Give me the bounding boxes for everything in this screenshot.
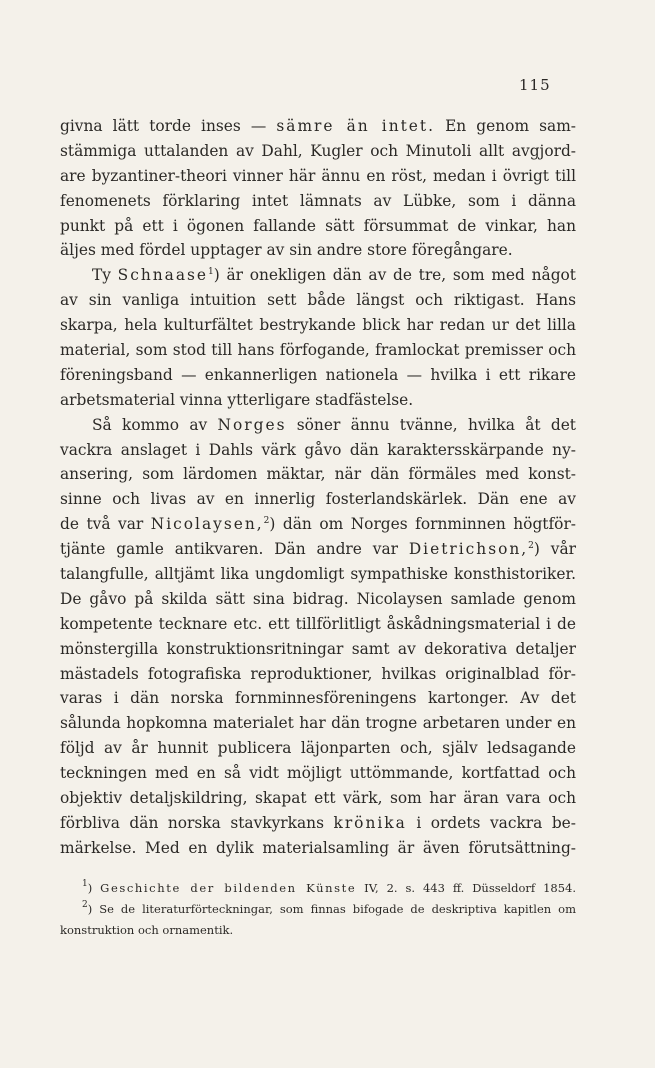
text-line: sålunda hopkomna materialet har dän trogne arbetaren under en bbox=[60, 714, 576, 733]
text-line: stämmiga uttalanden av Dahl, Kugler och Minutoli allt avgjord- bbox=[60, 141, 576, 160]
text-line: vackra anslaget i Dahls värk gåvo dän karaktersskärpande ny- bbox=[60, 440, 576, 459]
footnotes bbox=[60, 878, 576, 941]
text-line: kompetente tecknare etc. ett tillförlitligt åskådningsmaterial i de bbox=[60, 614, 576, 633]
text-line: följd av år hunnit publicera läjonparten och, själv ledsagande bbox=[60, 739, 576, 758]
text-line: av sin vanliga intuition sett både längst och riktigast. Hans bbox=[60, 291, 576, 310]
text-line: mönstergilla konstruktionsritningar samt av dekorativa detaljer bbox=[60, 639, 576, 658]
text-line: punkt på ett i ögonen fallande sätt försummat de vinkar, han bbox=[60, 216, 576, 235]
text-line: de två var Nicolaysen,$^2$) dän om Norges fornminnen högtför- bbox=[60, 515, 576, 534]
footnote-2-continued: konstruktion och ornamentik. bbox=[60, 923, 234, 937]
text-line: are byzantiner-theori vinner här ännu en röst, medan i övrigt till bbox=[60, 166, 576, 185]
text-line: förbliva dän norska stavkyrkans krönika i ordets vackra be- bbox=[60, 813, 576, 832]
footnote-mark: 1 bbox=[82, 879, 88, 889]
text-line: skarpa, hela kulturfältet bestrykande blick har redan ur det lilla bbox=[60, 316, 576, 335]
text-line: tjänte gamle antikvaren. Dän andre var Dietrichson,$^2$) vår bbox=[60, 540, 576, 559]
text-line: De gåvo på skilda sätt sina bidrag. Nicolaysen samlade genom bbox=[60, 589, 576, 608]
footnote-ref: 2 bbox=[528, 541, 534, 552]
page-number: 115 bbox=[519, 76, 551, 94]
text-line: varas i dän norska fornminnesföreningens kartonger. Av det bbox=[60, 689, 576, 708]
body-text bbox=[60, 114, 576, 861]
footnote-mark: 2 bbox=[82, 900, 88, 910]
text-line: märkelse. Med en dylik materialsamling är även förutsättning- bbox=[60, 838, 576, 857]
text-line: ansering, som lärdomen mäktar, när dän förmäles med konst- bbox=[60, 465, 576, 484]
text-line: material, som stod till hans förfogande, framlockat premisser och bbox=[60, 341, 576, 360]
text-line: fenomenets förklaring intet lämnats av Lübke, som i dänna bbox=[60, 191, 576, 210]
text-line: givna lätt torde inses — sämre än intet. En genom sam- bbox=[60, 117, 576, 135]
footnote-ref: 1 bbox=[208, 267, 214, 278]
text-line: teckningen med en så vidt möjligt uttömmande, kortfattad och bbox=[60, 764, 576, 783]
text-line: mästadels fotografiska reproduktioner, hvilkas originalblad för- bbox=[60, 664, 576, 683]
text-line: talangfulle, alltjämt lika ungdomligt sympathiske konsthistoriker. bbox=[60, 565, 576, 584]
text-line: äljes med fördel upptager av sin andre store föregångare. bbox=[60, 241, 513, 260]
text-line: Ty Schnaase$^1$) är onekligen dän av de tre, som med något bbox=[92, 266, 576, 285]
text-line: arbetsmaterial vinna ytterligare stadfästelse. bbox=[60, 390, 414, 409]
footnote-2: $^2$) Se de literaturförteckningar, som finnas bifogade de deskriptiva kapitlen om bbox=[82, 900, 576, 916]
text-line: föreningsband — enkannerligen nationela — hvilka i ett rikare bbox=[60, 365, 576, 384]
text-line: sinne och livas av en innerlig fosterlandskärlek. Dän ene av bbox=[60, 490, 576, 509]
footnote-1: $^1$) Geschichte der bildenden Künste IV, 2. s. 443 ff. Düsseldorf 1854. bbox=[82, 879, 576, 895]
footnote-ref: 2 bbox=[263, 516, 270, 527]
text-line: objektiv detaljskildring, skapat ett värk, som har äran vara och bbox=[60, 789, 576, 808]
text-line: Så kommo av Norges söner ännu tvänne, hvilka åt det bbox=[92, 415, 576, 434]
